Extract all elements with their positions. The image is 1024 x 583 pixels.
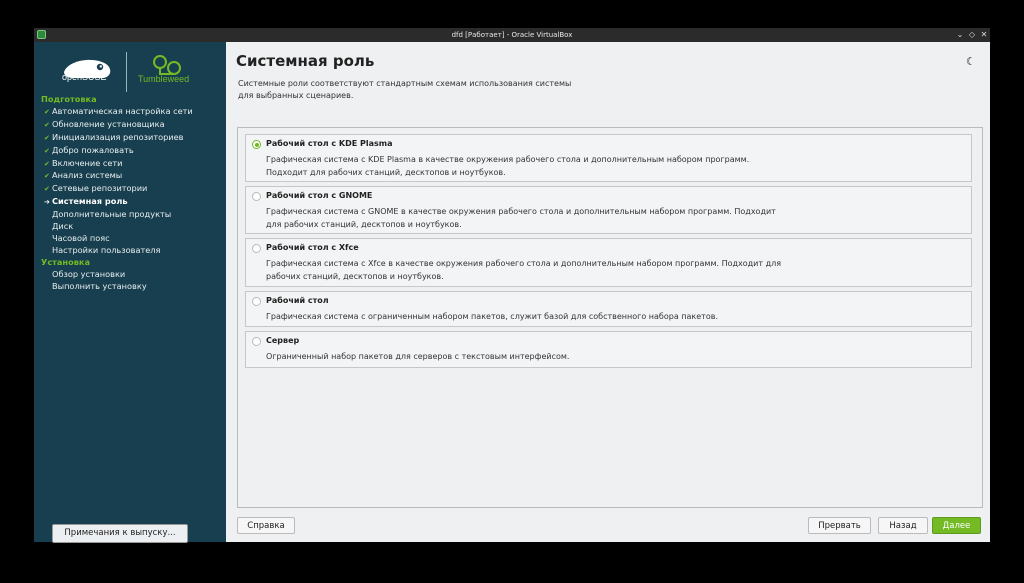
page-description: Системные роли соответствуют стандартным схемам использования системы для выбранных сценариев. xyxy=(238,79,572,100)
logo-divider xyxy=(126,52,127,92)
role-option-desktop[interactable] xyxy=(245,291,972,327)
role-description: Графическая система с ограниченным набором пакетов, служит базой для собственного набора пакетов. xyxy=(266,312,718,321)
system-role-list xyxy=(237,127,983,508)
check-icon: ✔ xyxy=(44,120,50,129)
window-title: dfd [Работает] - Oracle VirtualBox xyxy=(451,31,573,39)
role-description: Графическая система с GNOME в качестве окружения рабочего стола и дополнительным набором программ. Подходит для рабочих станций, десктопов и ноутбуков. xyxy=(266,207,776,229)
tumbleweed-wordmark: Tumbleweed xyxy=(138,74,190,84)
step-user-settings: Настройки пользователя xyxy=(52,244,161,255)
back-button[interactable]: Назад xyxy=(878,517,928,534)
abort-button[interactable]: Прервать xyxy=(808,517,871,534)
radio-button[interactable] xyxy=(252,140,261,149)
role-option-server[interactable] xyxy=(245,331,972,368)
step-installer-update: ✔ Обновление установщика xyxy=(41,119,193,132)
radio-button[interactable] xyxy=(252,297,261,306)
check-icon: ✔ xyxy=(44,159,50,168)
arrow-right-icon: ➔ xyxy=(44,198,50,207)
main-panel xyxy=(226,42,990,542)
opensuse-wordmark: openSUSE xyxy=(62,72,107,82)
role-description: Ограниченный набор пакетов для серверов с текстовым интерфейсом. xyxy=(266,352,570,361)
close-icon[interactable]: ✕ xyxy=(980,30,988,39)
role-description: Графическая система с Xfce в качестве окружения рабочего стола и дополнительным набором программ. Подходит для рабочих станций, десктопов и ноутбуков. xyxy=(266,259,782,281)
role-title: Рабочий стол с KDE Plasma xyxy=(266,139,393,148)
check-icon: ✔ xyxy=(44,172,50,181)
sidebar xyxy=(34,42,226,542)
radio-button[interactable] xyxy=(252,192,261,201)
step-install-overview: Обзор установки xyxy=(52,268,126,279)
step-perform-install: Выполнить установку xyxy=(52,280,147,291)
role-description: Графическая система с KDE Plasma в качестве окружения рабочего стола и дополнительным набором программ. Подходит для рабочих станций, десктопов и ноутбуков. xyxy=(266,155,750,177)
page-title: Системная роль xyxy=(236,52,375,70)
role-title: Сервер xyxy=(266,336,300,345)
step-disk: Диск xyxy=(52,221,74,232)
step-network-enable: ✔ Включение сети xyxy=(41,158,193,171)
minimize-icon[interactable]: ⌄ xyxy=(956,30,964,39)
tumbleweed-logo xyxy=(134,50,204,96)
step-online-repos: ✔ Сетевые репозитории xyxy=(41,183,193,196)
check-icon: ✔ xyxy=(44,185,50,194)
role-option-gnome[interactable] xyxy=(245,186,972,234)
release-notes-button[interactable]: Примечания к выпуску... xyxy=(52,524,188,543)
role-title: Рабочий стол с Xfce xyxy=(266,243,359,252)
section-header-install: Установка xyxy=(41,256,90,267)
role-option-xfce[interactable] xyxy=(245,238,972,287)
help-button[interactable]: Справка xyxy=(237,517,295,534)
step-repo-init: ✔ Инициализация репозиториев xyxy=(41,132,193,145)
step-system-analysis: ✔ Анализ системы xyxy=(41,170,193,183)
maximize-icon[interactable]: ◇ xyxy=(968,30,976,39)
radio-button[interactable] xyxy=(252,337,261,346)
role-option-kde-plasma[interactable] xyxy=(245,134,972,182)
role-title: Рабочий стол с GNOME xyxy=(266,191,373,200)
theme-toggle-moon-icon[interactable]: ☾ xyxy=(966,55,976,68)
role-title: Рабочий стол xyxy=(266,296,329,305)
step-welcome: ✔ Добро пожаловать xyxy=(41,145,193,158)
section-header-prep: Подготовка xyxy=(41,94,97,104)
check-icon: ✔ xyxy=(44,107,50,116)
step-network-autoconfig: ✔ Автоматическая настройка сети xyxy=(41,106,193,119)
virtualbox-window xyxy=(34,28,990,542)
check-icon: ✔ xyxy=(44,133,50,142)
step-addon-products: Дополнительные продукты xyxy=(52,209,172,220)
installation-steps xyxy=(41,94,193,293)
step-system-role: ➔ Системная роль xyxy=(41,196,193,209)
check-icon: ✔ xyxy=(44,146,50,155)
step-timezone: Часовой пояс xyxy=(52,232,110,243)
title-bar xyxy=(34,28,990,42)
next-button[interactable]: Далее xyxy=(932,517,981,534)
radio-button[interactable] xyxy=(252,244,261,253)
